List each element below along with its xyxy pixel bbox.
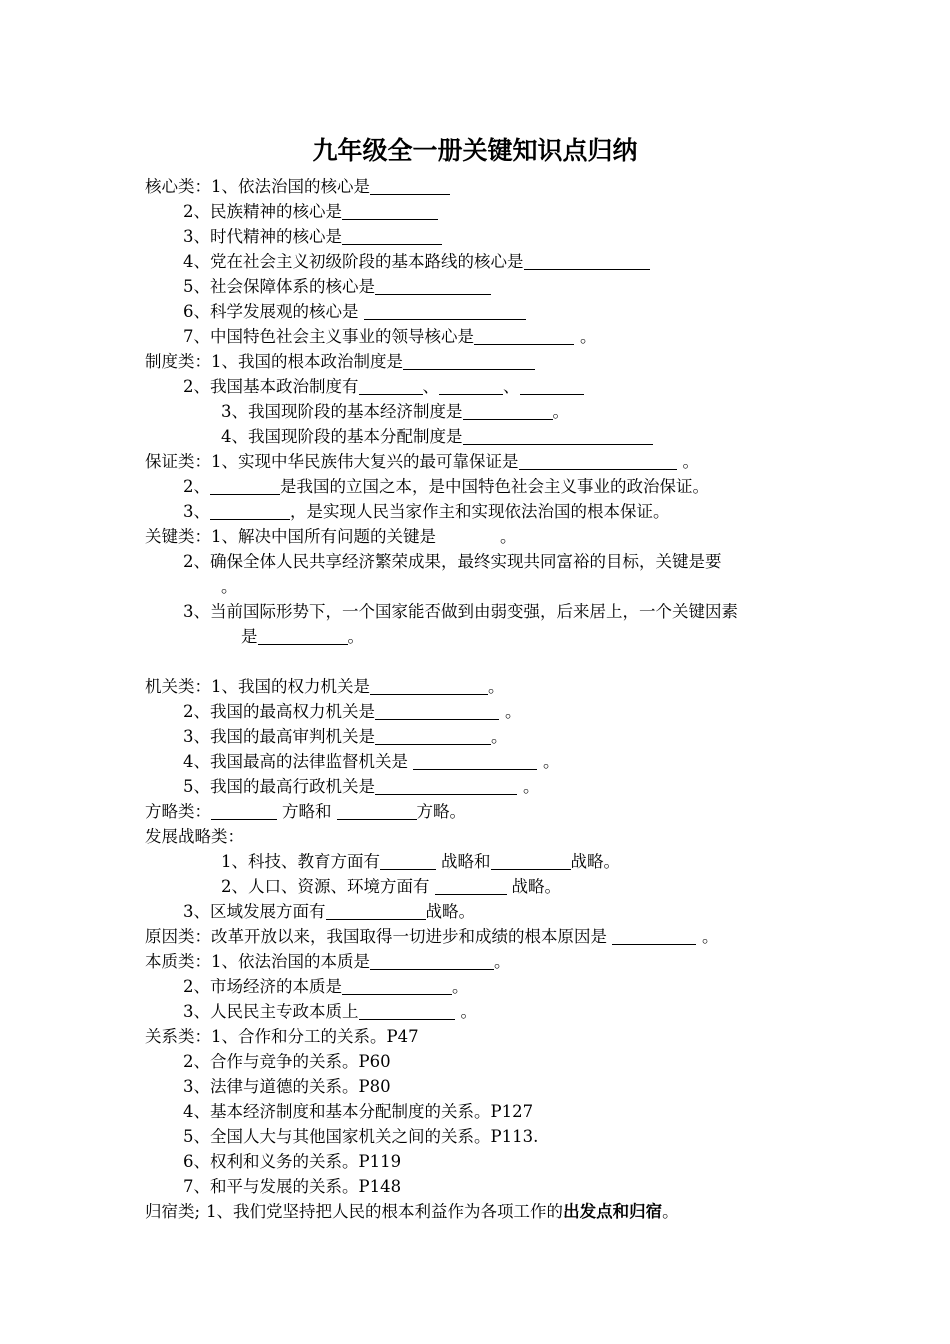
answer-blank[interactable] xyxy=(359,377,423,395)
organ-item-1: 机关类：1、我国的权力机关是 。 xyxy=(145,677,505,696)
key-item-1: 关键类：1、解决中国所有问题的关键是 。 xyxy=(145,527,517,546)
guarantee-item-3: 3、 ，是实现人民当家作主和实现依法治国的根本保证。 xyxy=(183,502,670,521)
answer-blank[interactable] xyxy=(342,227,442,245)
answer-blank[interactable] xyxy=(474,327,574,345)
relation-item-5: 5、全国人大与其他国家机关之间的关系。P113. xyxy=(183,1127,539,1146)
answer-blank[interactable] xyxy=(375,777,517,795)
answer-blank[interactable] xyxy=(375,727,491,745)
relation-item-4: 4、基本经济制度和基本分配制度的关系。P127 xyxy=(183,1102,534,1121)
answer-blank[interactable] xyxy=(612,927,696,945)
answer-blank[interactable] xyxy=(380,852,436,870)
answer-blank[interactable] xyxy=(524,252,650,270)
core-item-3: 3、时代精神的核心是 xyxy=(183,224,442,249)
answer-blank[interactable] xyxy=(211,802,277,820)
organ-item-3: 3、我国的最高审判机关是 。 xyxy=(183,727,508,746)
answer-blank[interactable] xyxy=(435,877,507,895)
answer-blank[interactable] xyxy=(337,802,417,820)
organ-item-5: 5、我国的最高行政机关是 。 xyxy=(183,777,540,796)
key-item-2: 2、确保全体人民共享经济繁荣成果，最终实现共同富裕的目标，关键是要 xyxy=(183,552,722,571)
essence-item-2: 2、市场经济的本质是 。 xyxy=(183,977,469,996)
core-item-1: 核心类：1、依法治国的核心是 xyxy=(145,174,450,199)
system-item-4: 4、我国现阶段的基本分配制度是 xyxy=(221,424,653,449)
relation-item-1: 关系类：1、合作和分工的关系。P47 xyxy=(145,1027,419,1046)
answer-blank[interactable] xyxy=(370,952,494,970)
answer-blank[interactable] xyxy=(359,1002,455,1020)
answer-blank[interactable] xyxy=(463,402,553,420)
answer-blank[interactable] xyxy=(258,627,348,645)
core-item-2: 2、民族精神的核心是 xyxy=(183,199,438,224)
page-title: 九年级全一册关键知识点归纳 xyxy=(312,136,638,165)
answer-blank[interactable] xyxy=(491,852,571,870)
answer-blank[interactable] xyxy=(375,277,491,295)
guarantee-item-2: 2、 是我国的立国之本，是中国特色社会主义事业的政治保证。 xyxy=(183,477,709,496)
key-item-3: 3、当前国际形势下，一个国家能否做到由弱变强，后来居上，一个关键因素 xyxy=(183,602,738,621)
answer-blank[interactable] xyxy=(210,477,280,495)
system-item-2: 2、我国基本政治制度有 、 、 xyxy=(183,374,584,399)
guarantee-item-1: 保证类：1、实现中华民族伟大复兴的最可靠保证是 。 xyxy=(145,452,699,471)
organ-item-2: 2、我国的最高权力机关是 。 xyxy=(183,702,522,721)
answer-blank[interactable] xyxy=(463,427,653,445)
destination-line: 归宿类; 1、我们党坚持把人民的根本利益作为各项工作的出发点和归宿。 xyxy=(145,1202,679,1221)
answer-blank[interactable] xyxy=(342,202,438,220)
answer-blank[interactable] xyxy=(403,352,535,370)
core-item-4: 4、党在社会主义初级阶段的基本路线的核心是 xyxy=(183,249,650,274)
relation-item-6: 6、权利和义务的关系。P119 xyxy=(183,1152,402,1171)
relation-item-2: 2、合作与竞争的关系。P60 xyxy=(183,1052,391,1071)
emphasis-text: 出发点和归宿 xyxy=(563,1202,663,1221)
answer-blank[interactable] xyxy=(210,502,290,520)
answer-blank[interactable] xyxy=(364,302,526,320)
essence-item-3: 3、人民民主专政本质上 。 xyxy=(183,1002,477,1021)
answer-blank[interactable] xyxy=(519,452,677,470)
answer-blank[interactable] xyxy=(370,677,488,695)
essence-item-1: 本质类：1、依法治国的本质是 。 xyxy=(145,952,511,971)
answer-blank[interactable] xyxy=(439,377,503,395)
key-item-2-end: 。 xyxy=(221,577,238,596)
answer-blank[interactable] xyxy=(520,377,584,395)
core-item-5: 5、社会保障体系的核心是 xyxy=(183,274,491,299)
system-item-3: 3、我国现阶段的基本经济制度是 。 xyxy=(221,402,569,421)
answer-blank[interactable] xyxy=(375,702,499,720)
development-item-1: 1、科技、教育方面有 战略和 战略。 xyxy=(221,852,620,871)
strategy-line: 方略类： 方略和 方略。 xyxy=(145,802,466,821)
core-item-6: 6、科学发展观的核心是 xyxy=(183,299,526,324)
development-item-2: 2、人口、资源、环境方面有 战略。 xyxy=(221,877,561,896)
reason-line: 原因类：改革开放以来，我国取得一切进步和成绩的根本原因是 。 xyxy=(145,927,719,946)
development-item-3: 3、区域发展方面有 战略。 xyxy=(183,902,475,921)
answer-blank[interactable] xyxy=(326,902,426,920)
system-item-1: 制度类：1、我国的根本政治制度是 xyxy=(145,349,535,374)
answer-blank[interactable] xyxy=(370,177,450,195)
relation-item-7: 7、和平与发展的关系。P148 xyxy=(183,1177,402,1196)
relation-item-3: 3、法律与道德的关系。P80 xyxy=(183,1077,391,1096)
answer-blank[interactable] xyxy=(413,752,537,770)
key-item-3-cont: 是 。 xyxy=(241,627,364,646)
organ-item-4: 4、我国最高的法律监督机关是 。 xyxy=(183,752,560,771)
core-item-7: 7、中国特色社会主义事业的领导核心是 。 xyxy=(183,327,597,346)
answer-blank[interactable] xyxy=(342,977,452,995)
development-header: 发展战略类： xyxy=(145,827,244,846)
